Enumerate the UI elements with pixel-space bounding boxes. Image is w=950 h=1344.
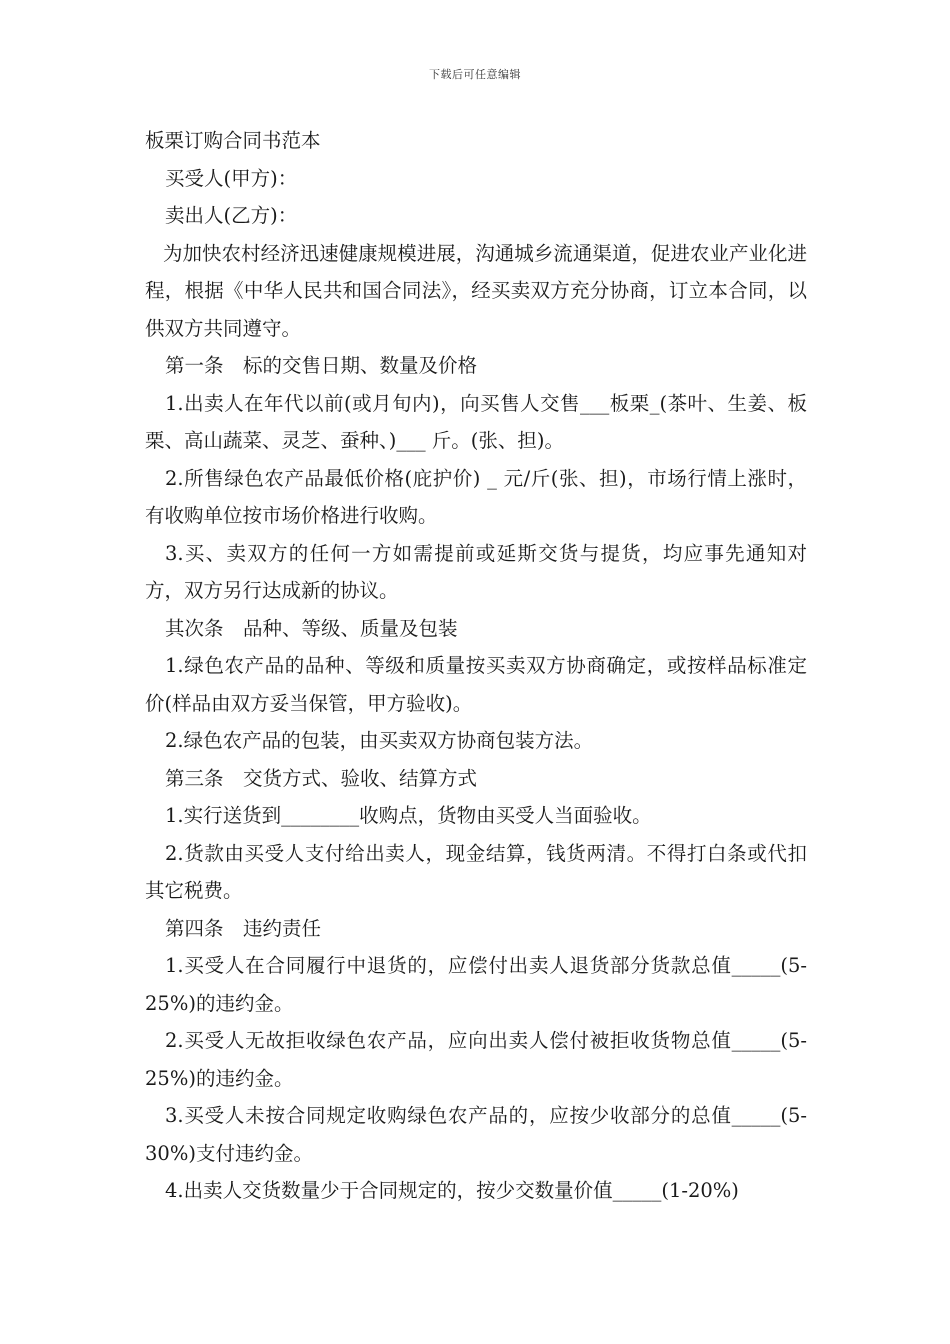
article-2-heading: 其次条 品种、等级、质量及包装 [165, 616, 458, 640]
article-4-clause-4: 4.出卖人交货数量少于合同规定的，按少交数量价值_____(1-20%) [165, 1179, 739, 1202]
article-1-clause-3: 3.买、卖双方的任何一方如需提前或延斯交货与提货，均应事先通知对方，双方另行达成新的协议。 [145, 541, 807, 602]
article-4-clause-3: 3.买受人未按合同规定收购绿色农产品的，应按少收部分的总值_____(5- 30%)支付违约金。 [145, 1104, 814, 1165]
article-4-heading: 第四条 违约责任 [165, 916, 322, 940]
document-title: 板栗订购合同书范本 [145, 129, 321, 152]
article-1-clause-1: 1.出卖人在年代以前(或月旬内)，向买售人交售___板栗_(茶叶、生姜、板栗、高山蔬菜、灵芝、蚕种、)___ 斤。(张、担)。 [145, 391, 807, 452]
article-1-clause-2: 2.所售绿色农产品最低价格(庇护价) _ 元/斤(张、担)，市场行情上涨时，有收购单位按市场价格进行收购。 [145, 466, 807, 527]
page-header: 下载后可任意编辑 [429, 68, 521, 81]
article-2-clause-1: 1.绿色农产品的品种、等级和质量按买卖双方协商确定，或按样品标准定价(样品由双方妥当保管，甲方验收)。 [145, 654, 807, 715]
article-1-heading: 第一条 标的交售日期、数量及价格 [165, 354, 478, 377]
article-2-clause-2: 2.绿色农产品的包装，由买卖双方协商包装方法。 [165, 729, 594, 752]
article-4-clause-1: 1.买受人在合同履行中退货的，应偿付出卖人退货部分货款总值_____(5-25%)的违约金。 [145, 954, 807, 1015]
article-4-clause-2: 2.买受人无故拒收绿色农产品，应向出卖人偿付被拒收货物总值_____(5-25%)的违约金。 [145, 1029, 807, 1090]
article-3-heading: 第三条 交货方式、验收、结算方式 [165, 766, 478, 790]
preamble-paragraph: 为加快农村经济迅速健康规模进展，沟通城乡流通渠道，促进农业产业化进程，根据《中华人民共和国合同法》，经买卖双方充分协商，订立本合同，以供双方共同遵守。 [145, 241, 807, 340]
seller-line: 卖出人(乙方)： [165, 204, 298, 227]
article-3-clause-1: 1.实行送货到________收购点，货物由买受人当面验收。 [165, 804, 652, 827]
buyer-line: 买受人(甲方)： [165, 166, 298, 190]
document-body [145, 122, 814, 1210]
article-3-clause-2: 2.货款由买受人支付给出卖人，现金结算，钱货两清。不得打白条或代扣其它税费。 [145, 841, 807, 902]
